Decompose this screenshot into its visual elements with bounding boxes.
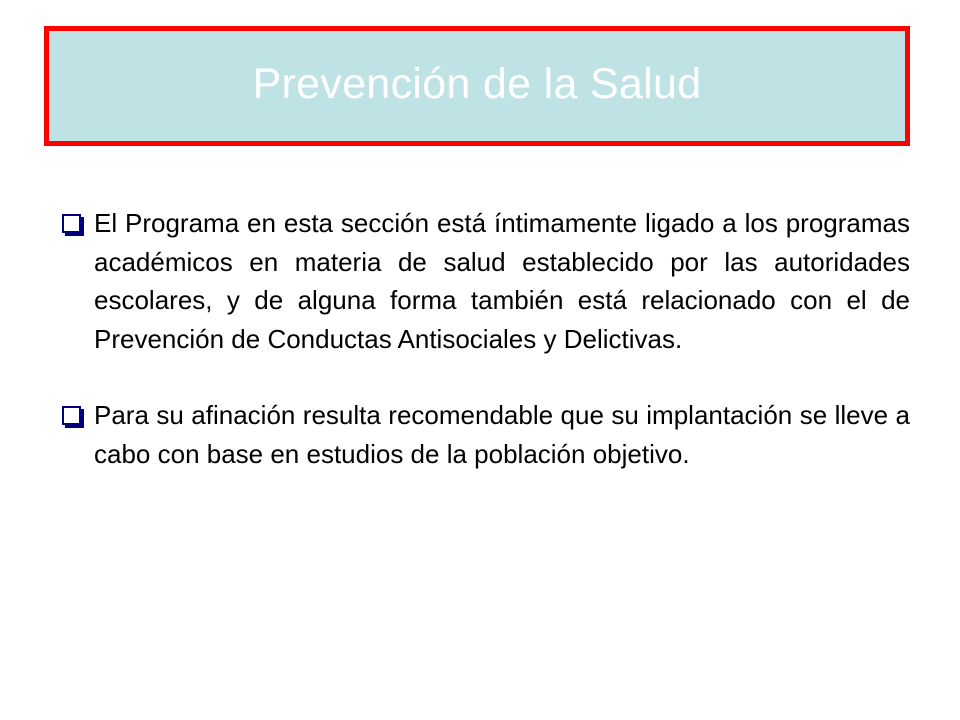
title-banner [44,26,910,146]
slide-title: Prevención de la Salud [252,59,702,108]
square-bullet-icon [62,214,81,233]
bullet-text-1: El Programa en esta sección está íntimamente ligado a los programas académicos en materia de salud establecido por las autoridades escolares, y de alguna forma también está relacionado con el de Prevención de Conductas Antisociales y Delictivas. [94,208,910,354]
bullet-item-1 [62,204,910,358]
square-bullet-icon [62,406,81,425]
slide-body [62,204,910,473]
bullet-text-2: Para su afinación resulta recomendable que su implantación se lleve a cabo con base en estudios de la población objetivo. [94,400,910,469]
bullet-item-2 [62,396,910,473]
